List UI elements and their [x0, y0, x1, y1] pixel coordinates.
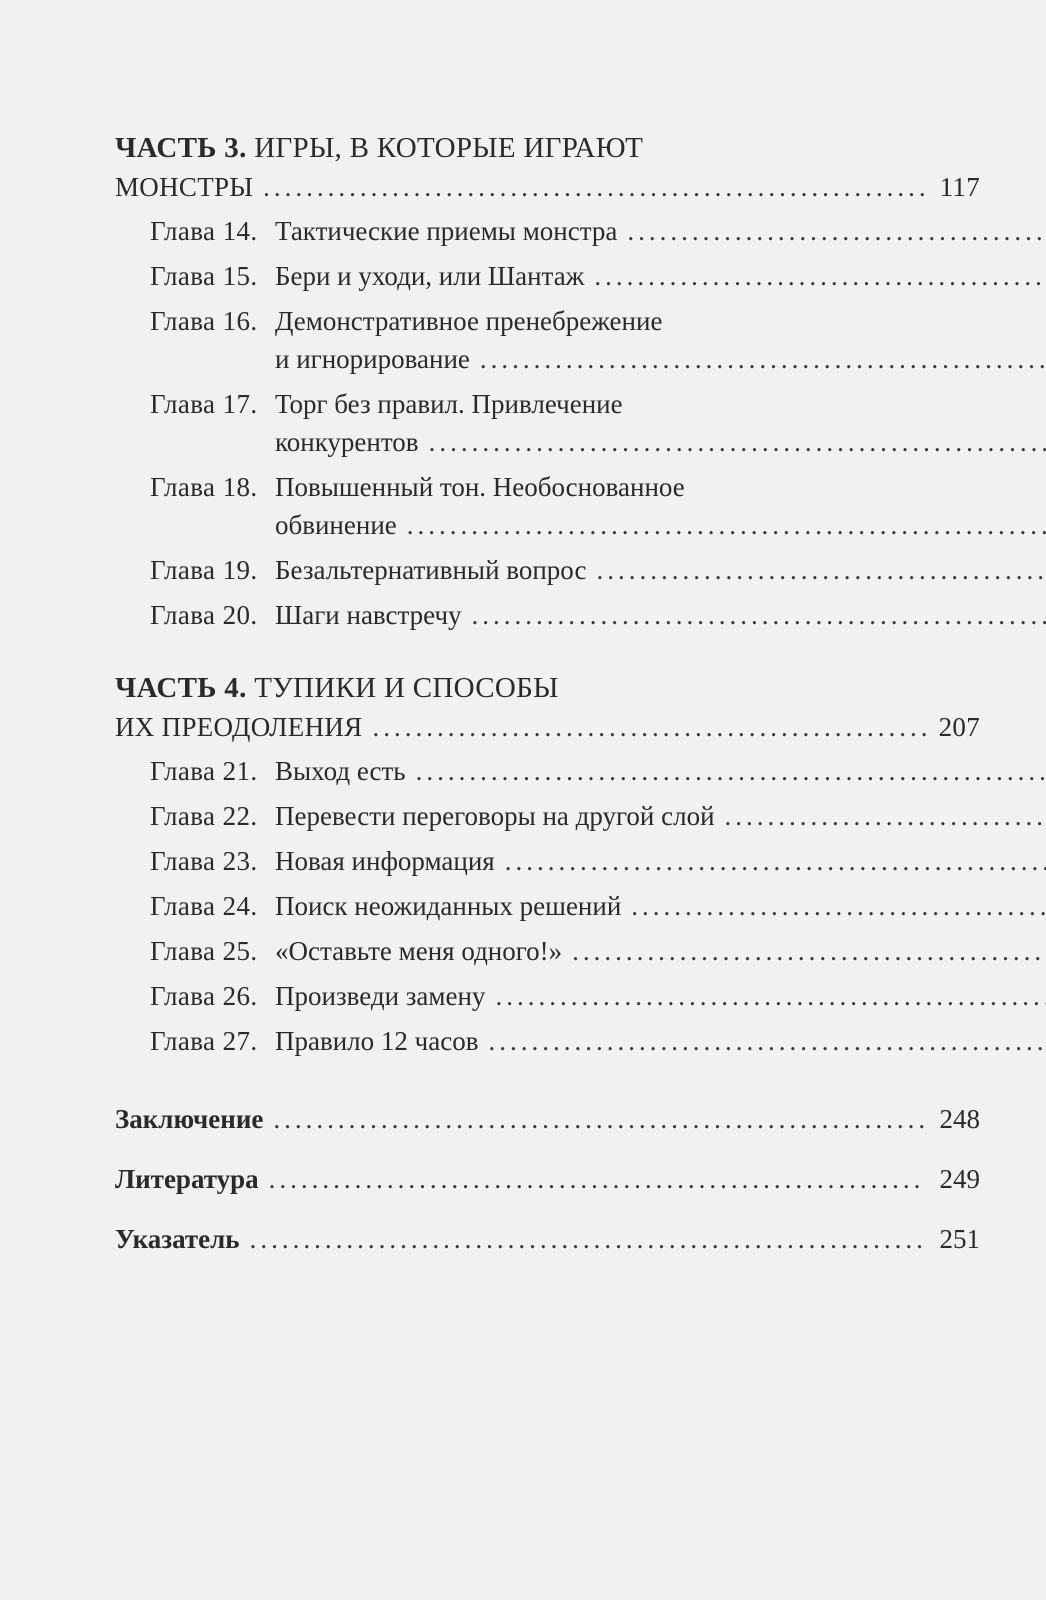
leader-dots — [416, 752, 1046, 790]
chapter-title: обвинение — [275, 510, 397, 540]
chapter-title: Правило 12 часов — [275, 1026, 479, 1056]
chapter-list — [115, 752, 980, 1060]
chapter-entry — [115, 596, 980, 634]
section-title: Заключение — [115, 1104, 264, 1134]
part-title-text: ТУПИКИ И СПОСОБЫ — [254, 672, 559, 704]
leader-dots — [250, 1220, 926, 1258]
leader-dots — [594, 257, 1046, 295]
chapter-entry — [115, 932, 980, 970]
page-number: 207 — [938, 712, 980, 742]
chapter-title: конкурентов — [275, 427, 419, 457]
chapter-label: Глава 21. — [150, 756, 258, 786]
chapter-entry — [115, 257, 980, 295]
chapter-entry — [115, 752, 980, 790]
chapter-title: Бери и уходи, или Шантаж — [275, 261, 585, 291]
part-label: ЧАСТЬ 3. — [115, 132, 247, 164]
chapter-label: Глава 16. — [150, 306, 258, 336]
chapter-title-line: Повышенный тон. Необоснованное — [275, 472, 685, 502]
leader-dots — [627, 212, 1046, 250]
leader-dots — [495, 977, 1046, 1015]
chapter-entry — [115, 977, 980, 1015]
chapter-label: Глава 27. — [150, 1026, 258, 1056]
chapter-title: Тактические приемы монстра — [275, 216, 618, 246]
chapter-title: Произведи замену — [275, 981, 486, 1011]
table-of-contents — [115, 128, 980, 1280]
chapter-list — [115, 212, 980, 634]
chapter-title: «Оставьте меня одного!» — [275, 936, 563, 966]
leader-dots — [596, 551, 1046, 589]
leader-dots — [480, 340, 1046, 378]
part-title-text: МОНСТРЫ — [115, 172, 254, 202]
chapter-entry — [115, 385, 980, 461]
page-number: 249 — [939, 1164, 980, 1194]
chapter-label: Глава 25. — [150, 936, 258, 966]
chapter-label: Глава 17. — [150, 389, 258, 419]
chapter-label: Глава 24. — [150, 891, 258, 921]
leader-dots — [572, 932, 1046, 970]
chapter-title: и игнорирование — [275, 344, 470, 374]
toc-part — [115, 668, 980, 1060]
chapter-label: Глава 15. — [150, 261, 258, 291]
chapter-entry — [115, 302, 980, 378]
chapter-label: Глава 20. — [150, 600, 258, 630]
part-title-line2 — [115, 708, 980, 746]
chapter-entry — [115, 212, 980, 250]
chapter-entry — [115, 797, 980, 835]
chapter-label: Глава 14. — [150, 216, 258, 246]
leader-dots — [631, 887, 1046, 925]
toc-entry — [115, 1100, 980, 1138]
chapter-title: Новая информация — [275, 846, 495, 876]
toc-entry — [115, 1160, 980, 1198]
leader-dots — [373, 708, 927, 746]
toc-part — [115, 128, 980, 634]
part-title-line1 — [115, 128, 980, 168]
leader-dots — [273, 1100, 926, 1138]
section-title: Указатель — [115, 1224, 240, 1254]
chapter-label: Глава 26. — [150, 981, 258, 1011]
page-number: 248 — [939, 1104, 980, 1134]
leader-dots — [269, 1160, 926, 1198]
part-title-text: ИХ ПРЕОДОЛЕНИЯ — [115, 712, 363, 742]
chapter-entry — [115, 1022, 980, 1060]
part-label: ЧАСТЬ 4. — [115, 672, 247, 704]
leader-dots — [725, 797, 1046, 835]
chapter-title: Поиск неожиданных решений — [275, 891, 622, 921]
section-title: Литература — [115, 1164, 259, 1194]
chapter-title: Шаги навстречу — [275, 600, 462, 630]
chapter-entry — [115, 468, 980, 544]
part-title-text: ИГРЫ, В КОТОРЫЕ ИГРАЮТ — [254, 132, 644, 164]
leader-dots — [407, 506, 1046, 544]
leader-dots — [429, 423, 1046, 461]
part-title-line2 — [115, 168, 980, 206]
chapter-label: Глава 22. — [150, 801, 258, 831]
back-matter — [115, 1100, 980, 1258]
chapter-label: Глава 18. — [150, 472, 258, 502]
chapter-title: Выход есть — [275, 756, 406, 786]
page-number: 251 — [939, 1224, 980, 1254]
toc-entry — [115, 1220, 980, 1258]
page-number: 117 — [939, 172, 980, 202]
chapter-entry — [115, 551, 980, 589]
chapter-entry — [115, 842, 980, 880]
chapter-title-line: Торг без правил. Привлечение — [275, 389, 623, 419]
chapter-label: Глава 23. — [150, 846, 258, 876]
chapter-title: Перевести переговоры на другой слой — [275, 801, 715, 831]
leader-dots — [472, 596, 1046, 634]
chapter-label: Глава 19. — [150, 555, 258, 585]
leader-dots — [505, 842, 1046, 880]
leader-dots — [488, 1022, 1046, 1060]
chapter-title: Безальтернативный вопрос — [275, 555, 587, 585]
leader-dots — [263, 168, 926, 206]
part-title-line1 — [115, 668, 980, 708]
chapter-entry — [115, 887, 980, 925]
chapter-title-line: Демонстративное пренебрежение — [275, 306, 663, 336]
